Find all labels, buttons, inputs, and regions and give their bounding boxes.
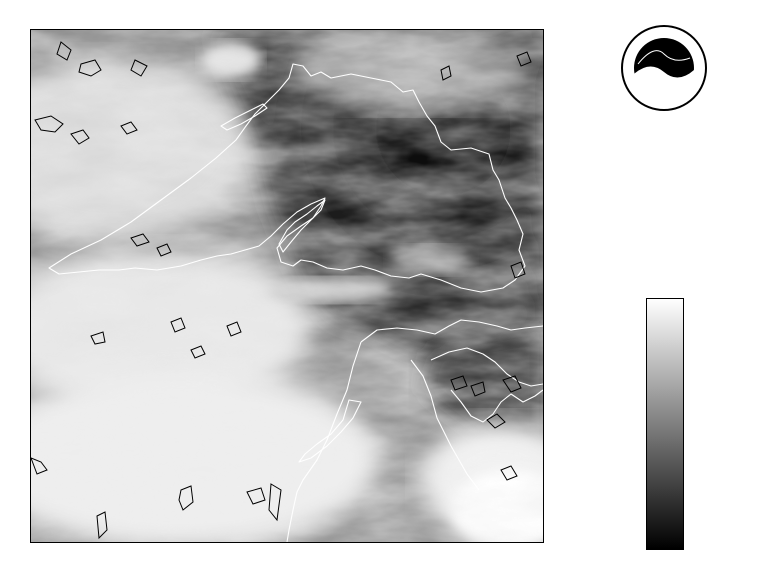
reflectance-colorbar bbox=[646, 298, 684, 550]
coastline-map bbox=[31, 30, 543, 542]
satellite-image bbox=[30, 29, 544, 543]
noaa-logo bbox=[620, 24, 708, 112]
